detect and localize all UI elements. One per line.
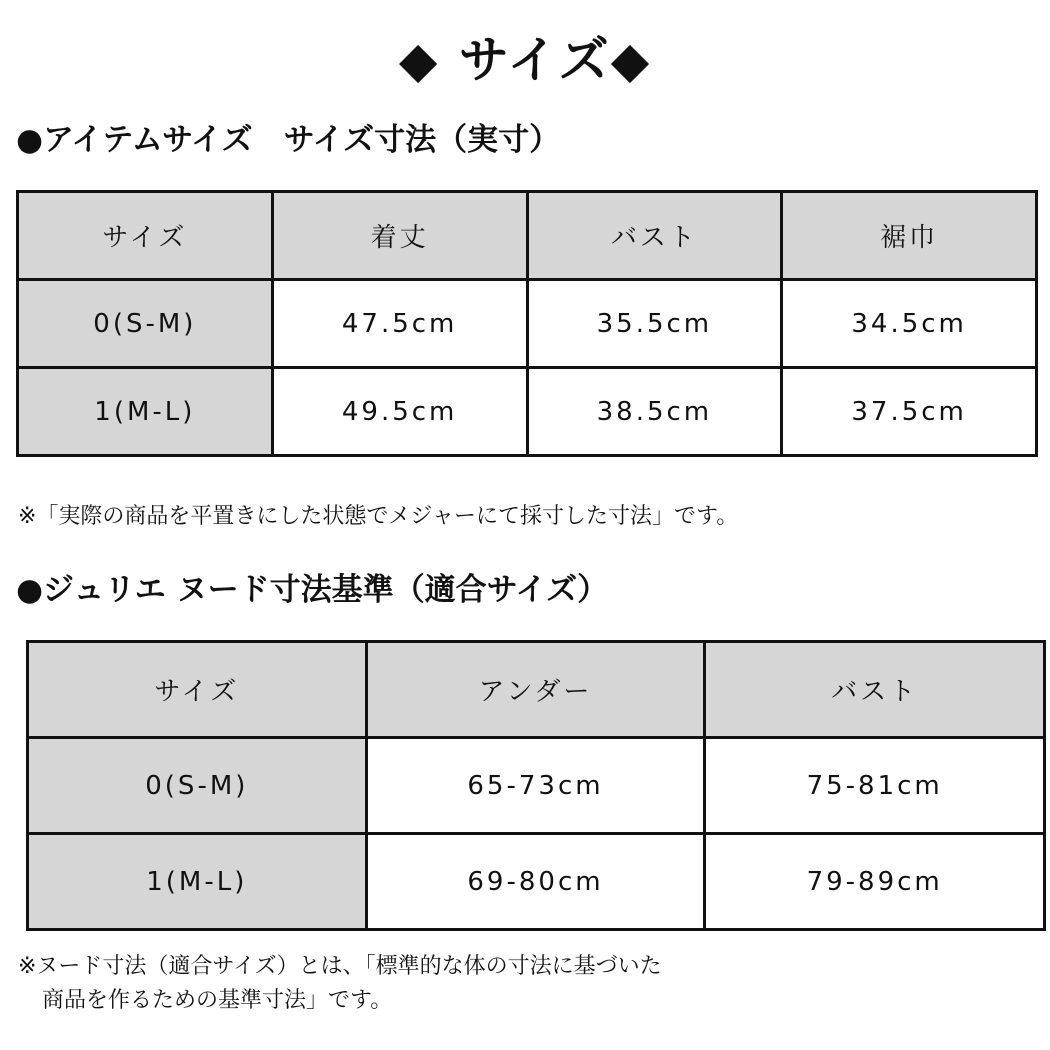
under-cell: 69-80cm bbox=[366, 834, 705, 930]
length-cell: 47.5cm bbox=[272, 280, 527, 368]
item-size-table bbox=[16, 190, 1038, 457]
size-cell: 1(M-L) bbox=[28, 834, 367, 930]
header-size: サイズ bbox=[18, 192, 273, 280]
header-under: アンダー bbox=[366, 642, 705, 738]
table-row bbox=[28, 834, 1045, 930]
bust-cell: 35.5cm bbox=[527, 280, 782, 368]
page-title: ◆ サイズ◆ bbox=[398, 31, 652, 89]
header-bust: バスト bbox=[527, 192, 782, 280]
header-bust: バスト bbox=[705, 642, 1045, 738]
under-cell: 65-73cm bbox=[366, 738, 705, 834]
bust-cell: 38.5cm bbox=[527, 368, 782, 456]
length-cell: 49.5cm bbox=[272, 368, 527, 456]
table-row bbox=[18, 280, 1037, 368]
size-cell: 0(S-M) bbox=[28, 738, 367, 834]
header-size: サイズ bbox=[28, 642, 367, 738]
bust-cell: 79-89cm bbox=[705, 834, 1045, 930]
item-size-section-title: ●アイテムサイズ サイズ寸法（実寸） bbox=[16, 122, 561, 158]
hem-width-cell: 34.5cm bbox=[782, 280, 1037, 368]
table-row bbox=[18, 368, 1037, 456]
nude-size-table bbox=[26, 640, 1046, 931]
nude-size-note-line2: 商品を作るための基準寸法」です。 bbox=[42, 988, 393, 1013]
item-size-note: ※「実際の商品を平置きにした状態でメジャーにて採寸した寸法」です。 bbox=[18, 504, 739, 529]
hem-width-cell: 37.5cm bbox=[782, 368, 1037, 456]
table-header-row bbox=[18, 192, 1037, 280]
header-length: 着丈 bbox=[272, 192, 527, 280]
nude-size-note-line1: ※ヌード寸法（適合サイズ）とは、「標準的な体の寸法に基づいた bbox=[18, 954, 662, 979]
table-header-row bbox=[28, 642, 1045, 738]
size-cell: 1(M-L) bbox=[18, 368, 273, 456]
bust-cell: 75-81cm bbox=[705, 738, 1045, 834]
nude-size-section-title: ●ジュリエ ヌード寸法基準（適合サイズ） bbox=[16, 572, 609, 608]
size-cell: 0(S-M) bbox=[18, 280, 273, 368]
table-row bbox=[28, 738, 1045, 834]
header-hem-width: 裾巾 bbox=[782, 192, 1037, 280]
